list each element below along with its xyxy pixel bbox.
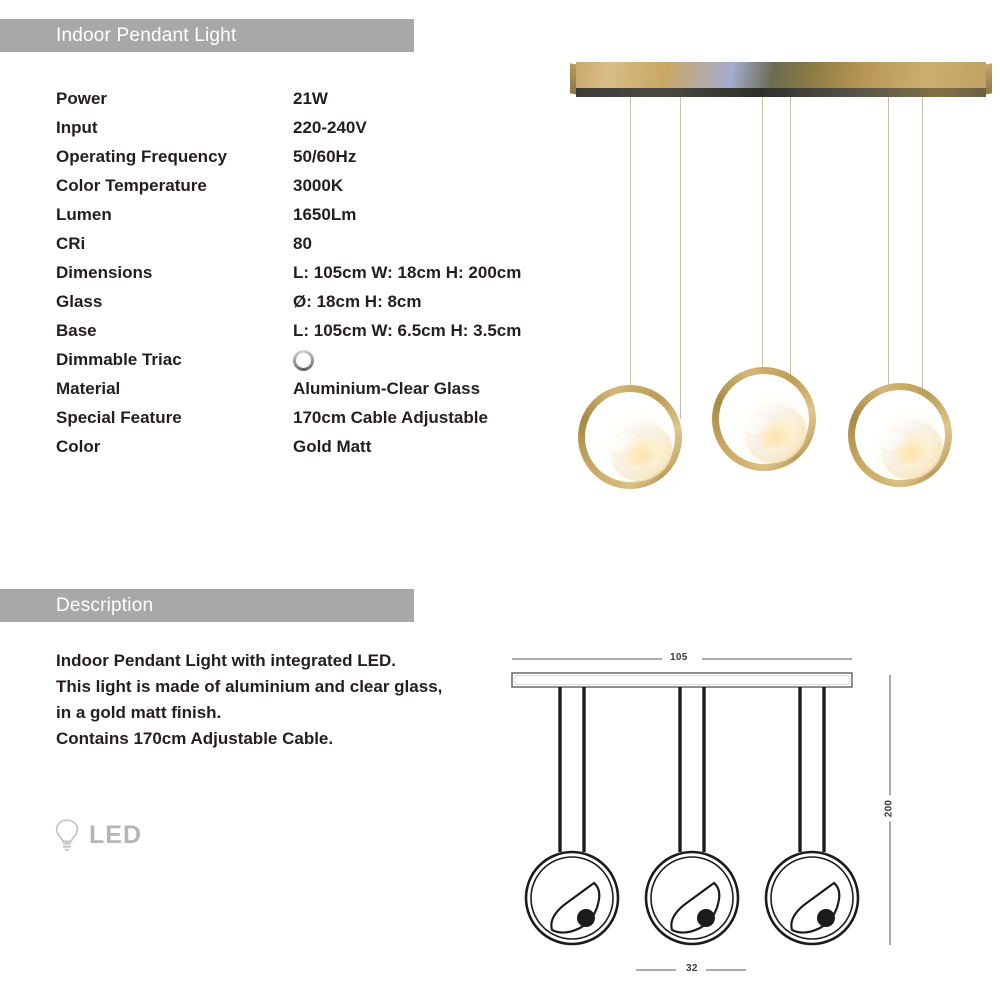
spec-label: Base xyxy=(56,321,97,340)
table-row xyxy=(56,432,576,461)
suspension-cable xyxy=(790,97,791,400)
drawing-ceiling-bar-inner xyxy=(515,676,849,685)
ceiling-mount-bar-underside xyxy=(576,88,986,97)
spec-label: CRi xyxy=(56,234,86,253)
table-row xyxy=(56,287,576,316)
glass-diffuser xyxy=(602,413,682,491)
suspension-cable xyxy=(762,97,763,400)
suspension-cable xyxy=(922,97,923,417)
description-line: in a gold matt finish. xyxy=(56,703,222,722)
table-row xyxy=(56,258,576,287)
description-section-header xyxy=(0,589,414,622)
spec-value: 1650Lm xyxy=(293,205,357,224)
spec-value: Gold Matt xyxy=(293,437,372,456)
spec-label: Dimmable Triac xyxy=(56,350,182,369)
table-row xyxy=(56,374,576,403)
drawing-lamp-dot xyxy=(697,909,715,927)
table-row xyxy=(56,142,576,171)
table-row xyxy=(56,200,576,229)
suspension-cable xyxy=(630,97,631,419)
description-line: This light is made of aluminium and clear glass, xyxy=(56,677,443,696)
width-dimension-label: 105 xyxy=(666,652,692,663)
table-row xyxy=(56,316,576,345)
suspension-cable xyxy=(888,97,889,417)
product-photo xyxy=(540,30,1000,530)
spec-label: Lumen xyxy=(56,205,112,224)
glass-diffuser xyxy=(872,411,952,489)
spec-value: 220-240V xyxy=(293,118,367,137)
spec-label: Operating Frequency xyxy=(56,147,227,166)
ring-diameter-dimension-label: 32 xyxy=(682,963,702,974)
pendant-ring xyxy=(848,383,952,487)
drawing-lamp-dot xyxy=(577,909,595,927)
spec-label: Color xyxy=(56,437,101,456)
spec-label: Special Feature xyxy=(56,408,182,427)
led-badge xyxy=(54,818,142,852)
spec-value: L: 105cm W: 18cm H: 200cm xyxy=(293,263,522,282)
suspension-cable xyxy=(680,97,681,419)
table-row xyxy=(56,84,576,113)
spec-label: Input xyxy=(56,118,98,137)
ceiling-mount-bar xyxy=(576,62,986,88)
spec-label: Color Temperature xyxy=(56,176,207,195)
spec-value: L: 105cm W: 6.5cm H: 3.5cm xyxy=(293,321,522,340)
spec-section-header xyxy=(0,19,414,52)
led-label: LED xyxy=(89,820,142,849)
spec-section-title: Indoor Pendant Light xyxy=(56,24,237,46)
drawing-pendant xyxy=(766,852,858,944)
glass-diffuser xyxy=(736,395,816,473)
table-row xyxy=(56,113,576,142)
spec-value: 80 xyxy=(293,234,312,253)
description-line: Indoor Pendant Light with integrated LED. xyxy=(56,651,396,670)
description-section-title: Description xyxy=(56,594,154,616)
spec-label: Power xyxy=(56,89,108,108)
drawing-pendant xyxy=(526,852,618,944)
height-dimension-label: 200 xyxy=(883,796,894,822)
pendant-ring xyxy=(578,385,682,489)
spec-value: Aluminium-Clear Glass xyxy=(293,379,481,398)
drawing-lamp-dot xyxy=(817,909,835,927)
table-row xyxy=(56,171,576,200)
table-row xyxy=(56,345,576,374)
pendant-ring xyxy=(712,367,816,471)
spec-value: 21W xyxy=(293,89,328,108)
specification-table xyxy=(56,84,576,461)
description-line: Contains 170cm Adjustable Cable. xyxy=(56,729,334,748)
light-bulb-icon xyxy=(54,818,80,852)
spec-label: Glass xyxy=(56,292,103,311)
spec-value: 50/60Hz xyxy=(293,147,357,166)
table-row xyxy=(56,229,576,258)
drawing-pendant xyxy=(646,852,738,944)
technical-drawing xyxy=(490,640,960,990)
description-text xyxy=(56,648,526,752)
spec-value: Ø: 18cm H: 8cm xyxy=(293,292,422,311)
spec-value: 170cm Cable Adjustable xyxy=(293,408,488,427)
spec-label: Dimensions xyxy=(56,263,153,282)
spec-value: 3000K xyxy=(293,176,344,195)
table-row xyxy=(56,403,576,432)
spec-label: Material xyxy=(56,379,121,398)
dimmer-knob-icon xyxy=(293,350,314,371)
